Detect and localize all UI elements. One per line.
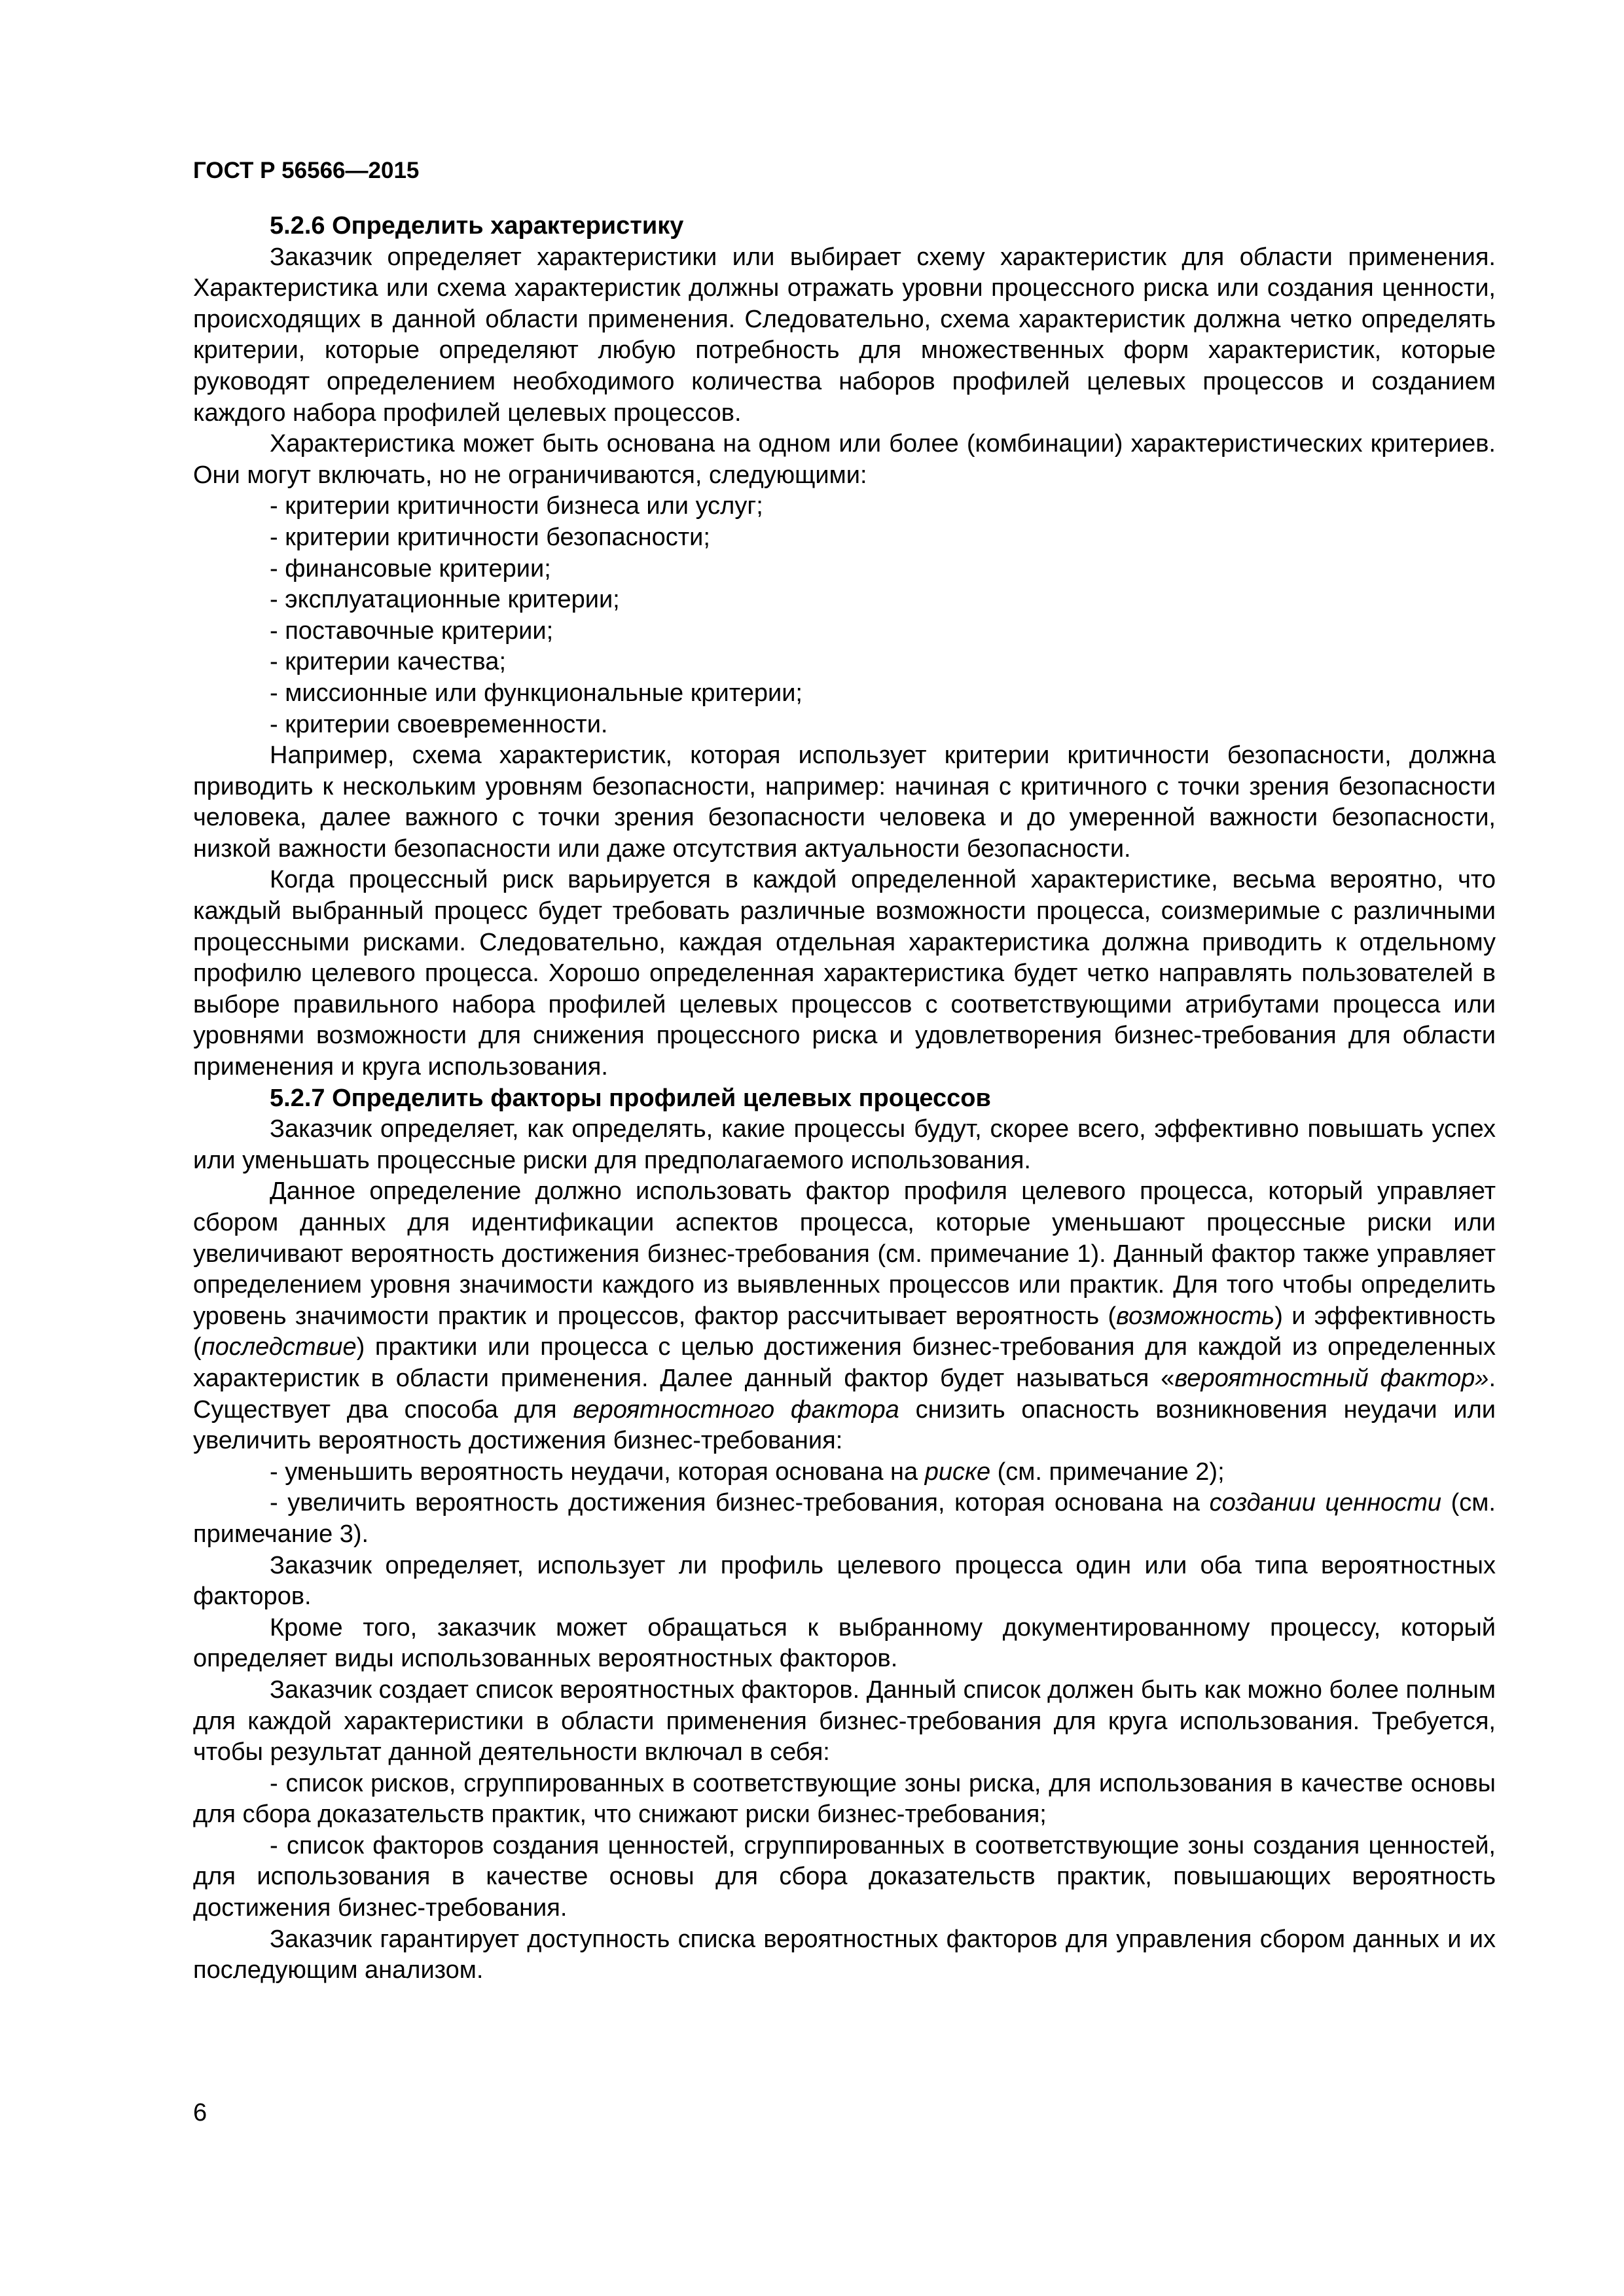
section-5-2-6-heading: 5.2.6 Определить характеристику bbox=[270, 212, 684, 240]
criteria-list bbox=[193, 491, 1496, 740]
list-item: - финансовые критерии; bbox=[270, 554, 551, 583]
text-run: снизить опасность возникновения неудачи или увеличить вероятность достижения бизнес-требования: bbox=[193, 1395, 1496, 1455]
results-list bbox=[193, 1768, 1496, 1924]
list-item bbox=[193, 1457, 1496, 1488]
paragraph: Когда процессный риск варьируется в каждой определенной характеристике, весьма вероятно, что каждый выбранный процесс будет требовать различные возможности процесса, соизмеримые с различными процессными рисками. Следовательно, каждая отдельная характеристика должна приводить к отдельному профилю целевого процесса. Хорошо определенная характеристика будет четко направлять пользователей в выборе правильного набора профилей целевых процессов с соответствующими атрибутами процесса или уровнями возможности для снижения процессного риска и удовлетворения бизнес-требования для области применения и круга использования. bbox=[193, 866, 1496, 1081]
text-run: Данное определение должно использовать фактор профиля целевого процесса, который управляет сбором данных для идентификации аспектов процесса, которые уменьшают процессные риски или увеличивают вероятность достижения бизнес-требования (см. примечание 1). Данный фактор также управляет определением уровня значимости каждого из выявленных процессов или практик. Для того чтобы определить уровень значимости практик и процессов, фактор рассчитывает вероятность ( bbox=[193, 1177, 1496, 1330]
text-run: . Существует два способа для bbox=[193, 1364, 1496, 1424]
text-run: (см. примечание 3). bbox=[193, 1489, 1496, 1548]
list-item: - эксплуатационные критерии; bbox=[270, 586, 620, 614]
list-item: - список факторов создания ценностей, сгруппированных в соответствующие зоны создания ценностей, для использования в качестве основы для сбора доказательств практик, повышающих вероятность достижения бизнес-требования. bbox=[193, 1831, 1496, 1922]
italic-term: последствие bbox=[201, 1333, 357, 1361]
paragraph: Кроме того, заказчик может обращаться к выбранному документированному процессу, который определяет виды использованных вероятностных факторов. bbox=[193, 1613, 1496, 1673]
paragraph: Заказчик определяет характеристики или выбирает схему характеристик для области применения. Характеристика или схема характеристик должны отражать уровни процессного риска или создания ценности, происходящих в данной области применения. Следовательно, схема характеристик должна четко определять критерии, которые определяют любую потребность для множественных форм характеристик, которые руководят определением необходимого количества наборов профилей целевых процессов и созданием каждого набора профилей целевых процессов. bbox=[193, 243, 1496, 427]
text-run: - уменьшить вероятность неудачи, которая основана на bbox=[270, 1458, 925, 1486]
paragraph: Заказчик создает список вероятностных факторов. Данный список должен быть как можно более полным для каждой характеристики в области применения бизнес-требования для круга использования. Требуется, чтобы результат данной деятельности включал в себя: bbox=[193, 1676, 1496, 1767]
list-item: - критерии критичности бизнеса или услуг; bbox=[270, 492, 763, 520]
list-item: - поставочные критерии; bbox=[270, 617, 554, 645]
text-run: ) практики или процесса с целью достижения бизнес-требования для каждой из определенных характеристик в области применения. Далее данный фактор будет называться « bbox=[193, 1333, 1496, 1392]
document-body bbox=[193, 211, 1496, 1986]
document-header: ГОСТ Р 56566—2015 bbox=[193, 158, 420, 183]
section-5-2-7-heading: 5.2.7 Определить факторы профилей целевых процессов bbox=[270, 1084, 991, 1112]
paragraph: Например, схема характеристик, которая использует критерии критичности безопасности, должна приводить к нескольким уровням безопасности, например: начиная с критичного с точки зрения безопасности человека, далее важного с точки зрения безопасности человека и до умеренной важности безопасности, низкой важности безопасности или даже отсутствия актуальности безопасности. bbox=[193, 742, 1496, 863]
list-item: - критерии критичности безопасности; bbox=[270, 523, 710, 551]
paragraph: Заказчик определяет, как определять, какие процессы будут, скорее всего, эффективно повышать успех или уменьшать процессные риски для предполагаемого использования. bbox=[193, 1115, 1496, 1174]
list-item bbox=[193, 1488, 1496, 1550]
list-item: - критерии своевременности. bbox=[270, 710, 608, 738]
page-number: 6 bbox=[193, 2099, 208, 2126]
paragraph bbox=[193, 1176, 1496, 1456]
text-run: - увеличить вероятность достижения бизнес-требования, которая основана на bbox=[270, 1489, 1210, 1517]
list-item: - критерии качества; bbox=[270, 648, 506, 676]
italic-term: возможность bbox=[1116, 1302, 1275, 1330]
list-item: - миссионные или функциональные критерии; bbox=[270, 679, 803, 707]
list-item: - список рисков, сгруппированных в соответствующие зоны риска, для использования в качестве основы для сбора доказательств практик, что снижают риски бизнес-требования; bbox=[193, 1769, 1496, 1829]
text-run: (см. примечание 2); bbox=[990, 1458, 1225, 1486]
italic-term: вероятностный фактор» bbox=[1174, 1364, 1489, 1392]
paragraph: Заказчик определяет, использует ли профиль целевого процесса один или оба типа вероятностных факторов. bbox=[193, 1551, 1496, 1611]
text-run: ) и эффективность ( bbox=[193, 1302, 1496, 1361]
italic-term: создании ценности bbox=[1209, 1489, 1442, 1517]
italic-term: вероятностного фактора bbox=[573, 1395, 899, 1424]
paragraph: Заказчик гарантирует доступность списка вероятностных факторов для управления сбором данных и их последующим анализом. bbox=[193, 1925, 1496, 1984]
italic-term: риске bbox=[924, 1458, 991, 1486]
paragraph: Характеристика может быть основана на одном или более (комбинации) характеристических критериев. Они могут включать, но не ограничиваются, следующими: bbox=[193, 430, 1496, 489]
